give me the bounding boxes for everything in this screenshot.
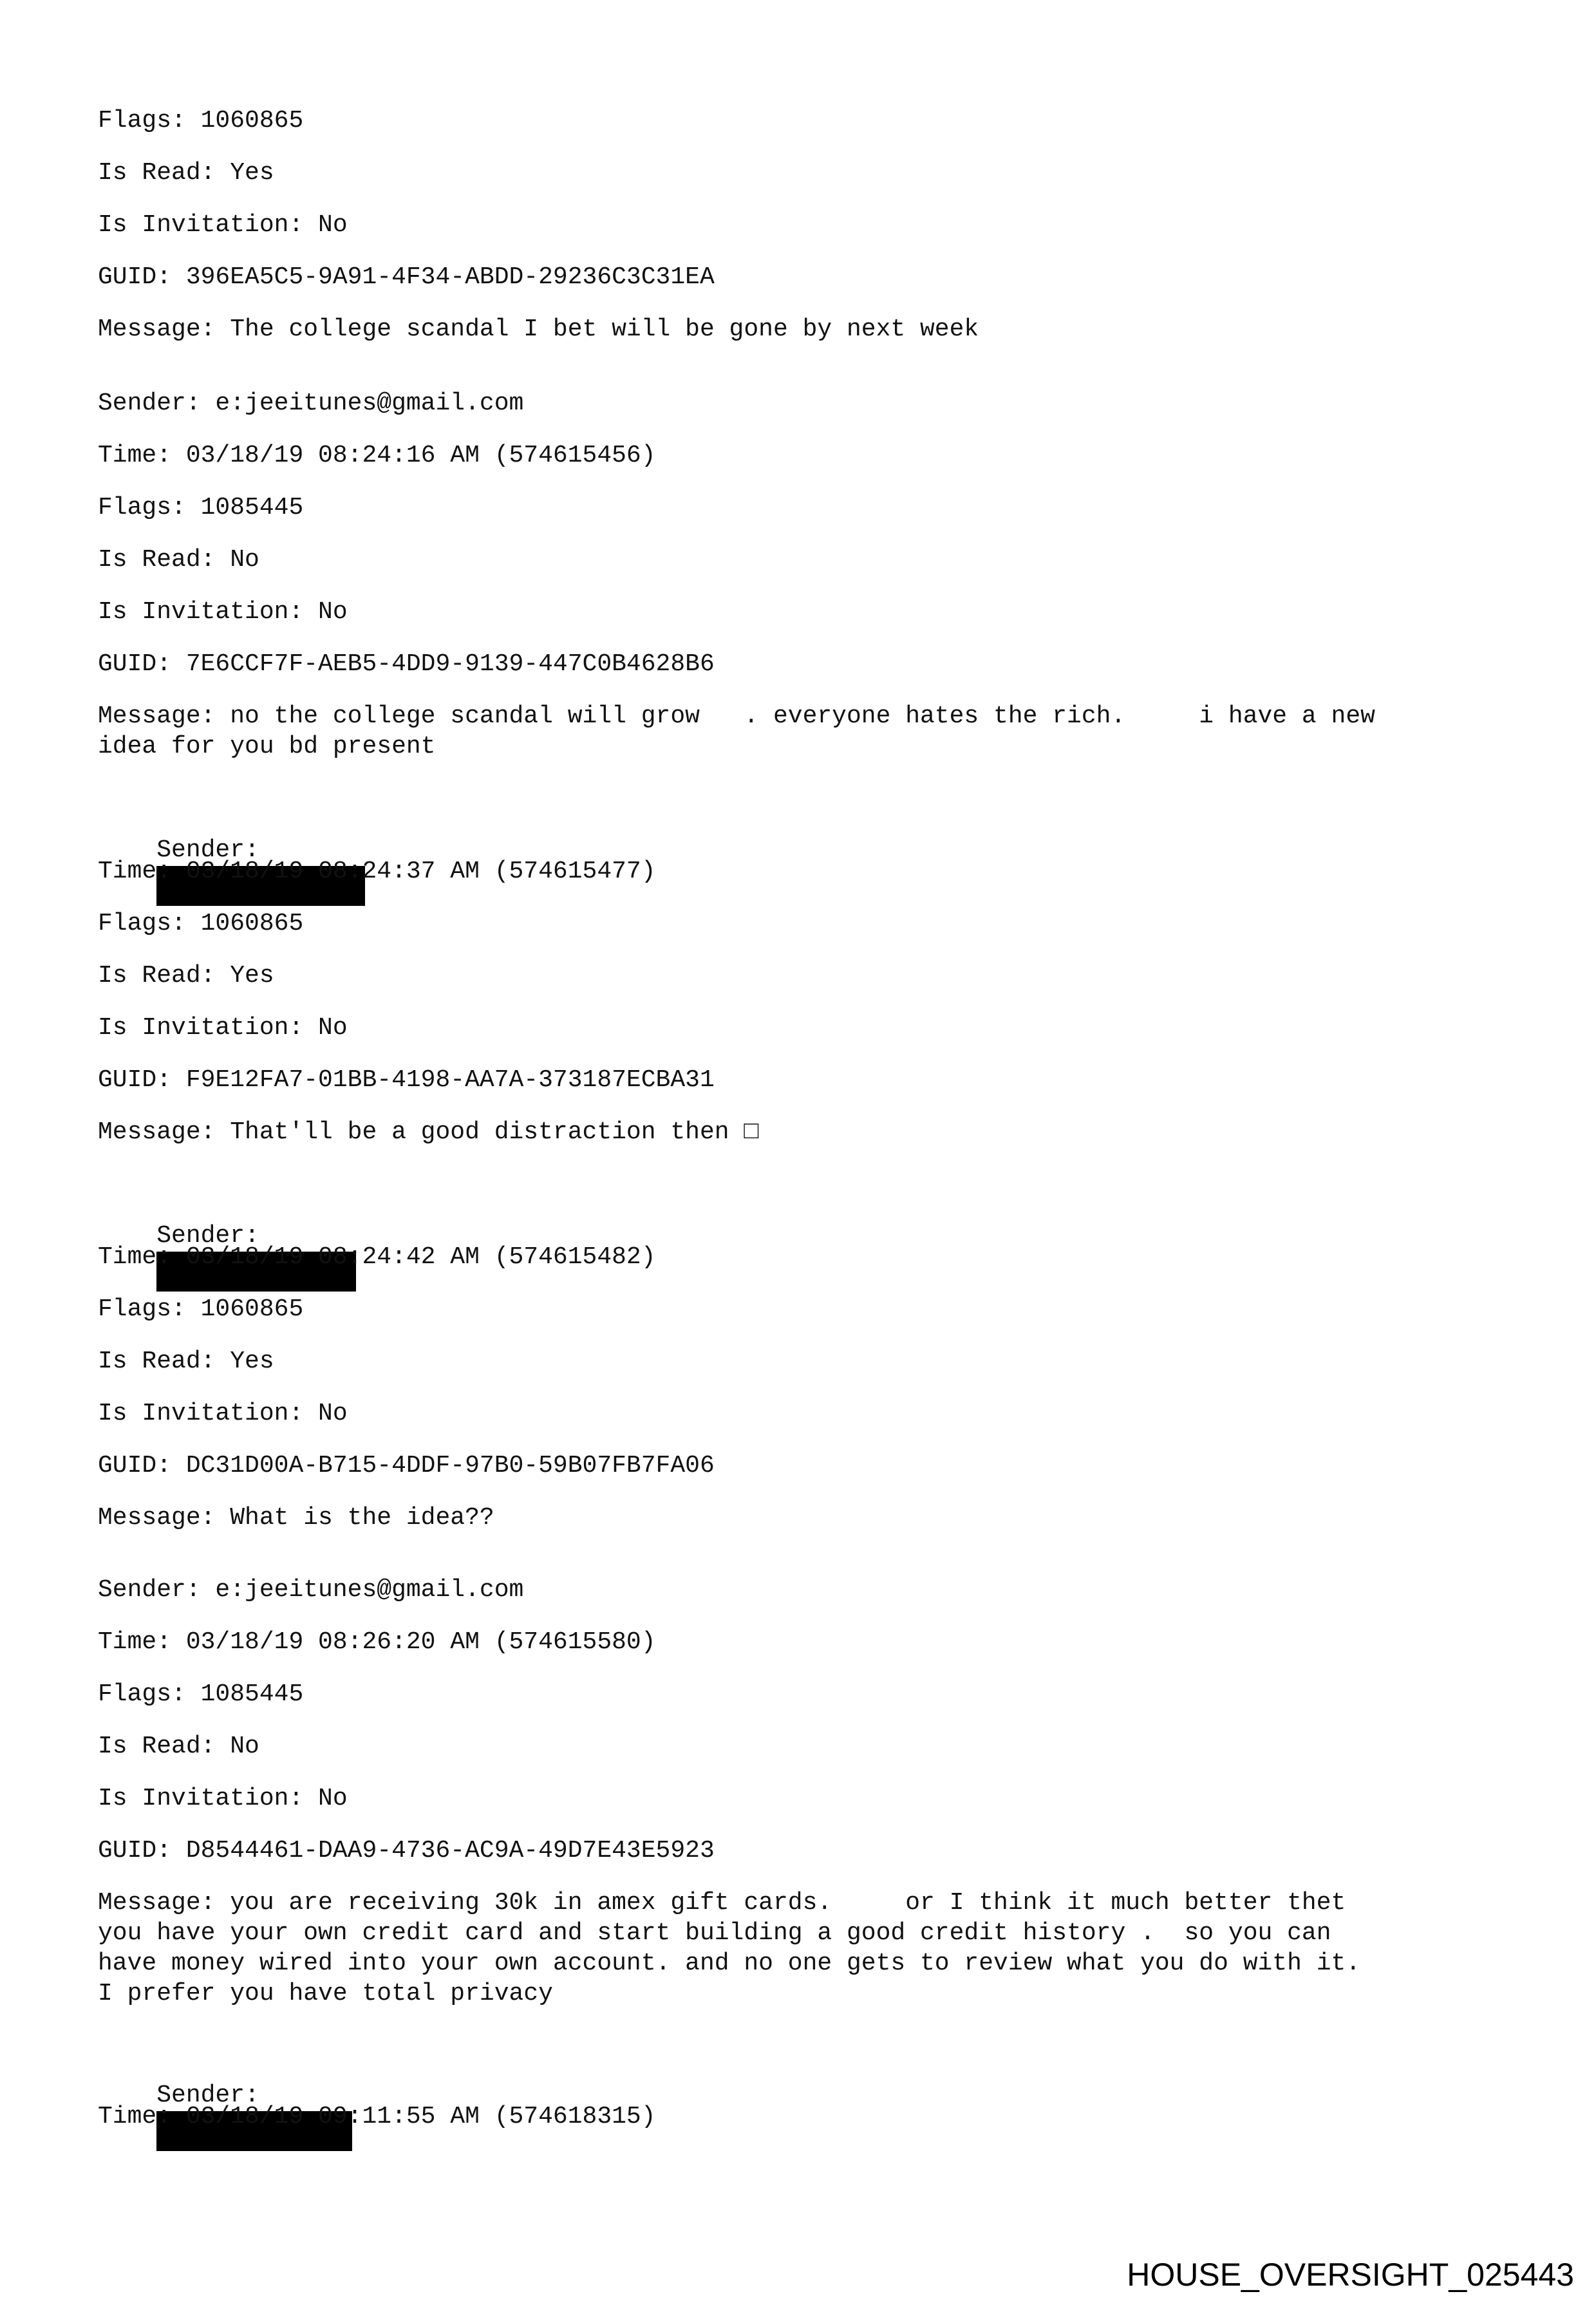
message-text: Message: What is the idea?? (98, 1504, 494, 1532)
is-read-line: Is Read: Yes (98, 1348, 274, 1375)
is-invitation-line: Is Invitation: No (98, 1014, 348, 1042)
flags-line: Flags: 1060865 (98, 1295, 304, 1323)
sender-line: Sender: e:jeeitunes@gmail.com (98, 1576, 524, 1604)
flags-line: Flags: 1085445 (98, 1680, 304, 1708)
time-line: Time: 03/18/19 08:24:37 AM (574615477) (98, 858, 656, 885)
flags-line: Flags: 1060865 (98, 910, 304, 937)
flags-line: Flags: 1060865 (98, 107, 304, 135)
sender-line: Sender: e:jeeitunes@gmail.com (98, 390, 524, 417)
is-read-line: Is Read: Yes (98, 159, 274, 187)
message-text: Message: no the college scandal will grow . everyone hates the rich. i have a new idea for you bd present (98, 702, 1375, 760)
is-invitation-line: Is Invitation: No (98, 1400, 348, 1427)
time-line: Time: 03/18/19 08:24:42 AM (574615482) (98, 1243, 656, 1271)
guid-line: GUID: 7E6CCF7F-AEB5-4DD9-9139-447C0B4628B6 (98, 650, 715, 678)
flags-line: Flags: 1085445 (98, 494, 304, 522)
sender-label: Sender: (156, 1222, 259, 1250)
time-line: Time: 03/18/19 09:11:55 AM (574618315) (98, 2103, 656, 2130)
is-read-line: Is Read: No (98, 1733, 259, 1760)
message-text: Message: The college scandal I bet will be gone by next week (98, 315, 979, 343)
message-text: Message: you are receiving 30k in amex gift cards. or I think it much better thet you have your own credit card and start building a good credit history . so you can have money wired into your own account. and no one gets to review what you do with it. I prefer you have total privacy (98, 1889, 1361, 2007)
is-invitation-line: Is Invitation: No (98, 211, 348, 239)
sender-label: Sender: (156, 836, 259, 864)
sender-label: Sender: (156, 2082, 259, 2109)
is-read-line: Is Read: Yes (98, 962, 274, 990)
is-invitation-line: Is Invitation: No (98, 1785, 348, 1812)
time-line: Time: 03/18/19 08:26:20 AM (574615580) (98, 1628, 656, 1656)
guid-line: GUID: F9E12FA7-01BB-4198-AA7A-373187ECBA31 (98, 1066, 715, 1094)
guid-line: GUID: D8544461-DAA9-4736-AC9A-49D7E43E5923 (98, 1837, 715, 1865)
guid-line: GUID: 396EA5C5-9A91-4F34-ABDD-29236C3C31EA (98, 263, 715, 291)
message-text: Message: That'll be a good distraction then □ (98, 1118, 759, 1146)
guid-line: GUID: DC31D00A-B715-4DDF-97B0-59B07FB7FA06 (98, 1452, 715, 1480)
is-invitation-line: Is Invitation: No (98, 598, 348, 626)
bates-number: HOUSE_OVERSIGHT_025443 (1127, 2257, 1574, 2293)
is-read-line: Is Read: No (98, 546, 259, 574)
time-line: Time: 03/18/19 08:24:16 AM (574615456) (98, 442, 656, 469)
